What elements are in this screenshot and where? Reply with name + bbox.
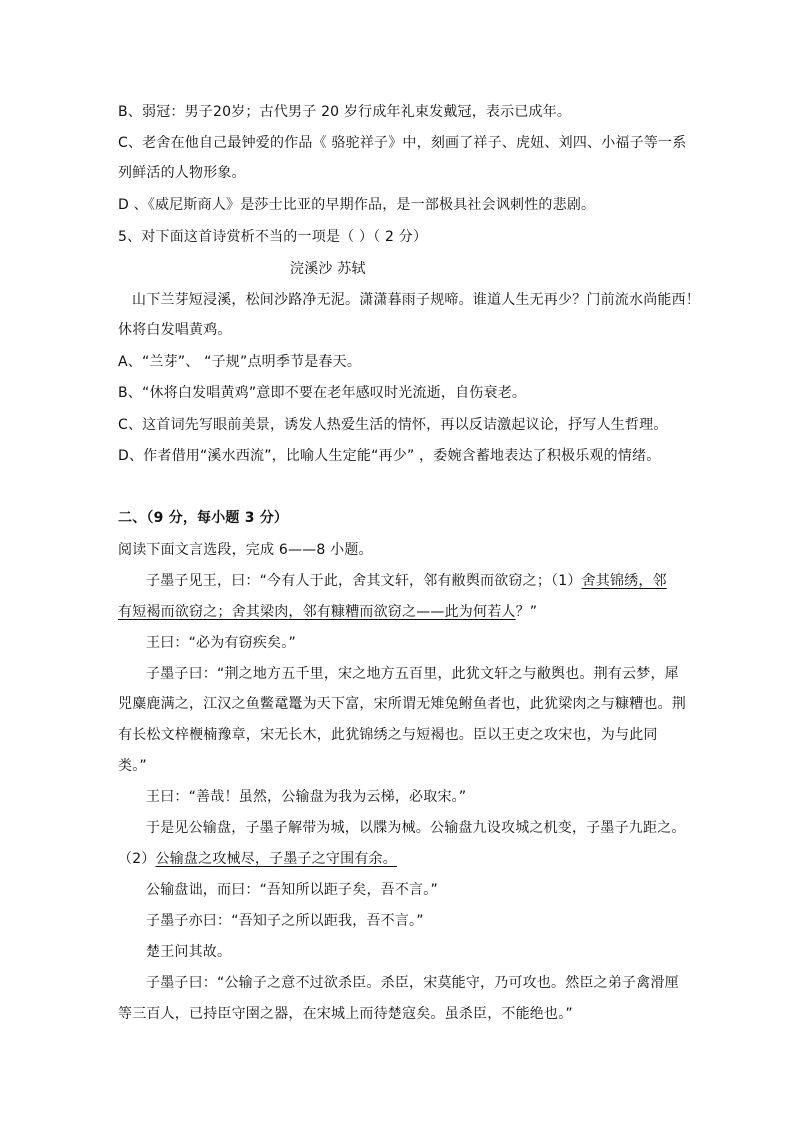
poem-line-1: 山下兰芽短浸溪，松间沙路净无泥。潇潇暮雨子规啼。谁道人生无再少？门前流水尚能西！ (132, 292, 700, 308)
underlined-sentence-1-cont: 有短褐而欲窃之；舍其梁肉，邻有糠糟而欲窃之——此为何若人 (118, 604, 516, 620)
passage-text: 子墨子见王，曰：“今有人于此，舍其文轩，邻有敝舆而欲窃之；（1） (146, 573, 582, 589)
passage-p7: 子墨子亦曰：“吾知子之所以距我，吾不言。” (146, 913, 424, 929)
option-c-line2: 列鲜活的人物形象。 (118, 165, 246, 181)
passage-p1-line1 (146, 571, 667, 591)
passage-p9-line2: 等三百人，已持臣守圉之器，在宋城上而待楚寇矣。虽杀臣，不能绝也。” (118, 1006, 573, 1022)
passage-text: ？” (515, 604, 538, 620)
passage-p3-line4: 类。” (118, 758, 147, 774)
passage-p4: 王曰：“善哉！虽然，公输盘为我为云梯，必取宋。” (146, 789, 467, 805)
passage-p1-line2 (118, 602, 537, 622)
question-5: 5、对下面这首诗赏析不当的一项是（ ）（ 2 分） (118, 229, 428, 245)
q5-option-d: D、作者借用“溪水西流”，比喻人生定能“再少” ，委婉含蓄地表达了积极乐观的情绪。 (118, 448, 661, 464)
sentence-number-2: （2） (118, 851, 156, 867)
passage-p9-line1: 子墨子曰：“公输子之意不过欲杀臣。杀臣，宋莫能守，乃可攻也。然臣之弟子禽滑厘 (146, 975, 679, 991)
passage-p8: 楚王问其故。 (146, 944, 232, 960)
q5-option-c: C、这首词先写眼前美景，诱发人热爱生活的情怀，再以反诘激起议论，抒写人生哲理。 (118, 417, 668, 433)
section-instruction: 阅读下面文言选段，完成 6——8 小题。 (118, 542, 373, 558)
option-c-line1: C、老舍在他自己最钟爱的作品《 骆驼祥子》中，刻画了祥子、虎妞、刘四、小福子等一系 (118, 135, 687, 151)
underlined-sentence-2: 公输盘之攻械尽，子墨子之守围有余。 (155, 851, 397, 867)
passage-p2: 王曰：“必为有窃疾矣。” (146, 635, 296, 651)
passage-p6: 公输盘诎，而曰：“吾知所以距子矣，吾不言。” (146, 882, 438, 898)
passage-p3-line1: 子墨子曰：“荆之地方五千里，宋之地方五百里，此犹文轩之与敝舆也。荆有云梦，犀 (146, 666, 679, 682)
section-heading: 二、（9 分，每小题 3 分） (118, 510, 289, 526)
passage-p5-line1: 于是见公输盘，子墨子解带为城，以牒为械。公输盘九设攻城之机变，子墨子九距之。 (146, 820, 686, 836)
option-d-venice: D 、《威尼斯商人》是莎士比亚的早期作品，是一部极具社会讽刺性的悲剧。 (118, 197, 596, 213)
passage-p5-line2 (118, 849, 397, 869)
option-b-ruoguan: B、弱冠：男子20岁；古代男子 20 岁行成年礼束发戴冠，表示已成年。 (118, 104, 572, 120)
passage-p3-line3: 有长松文梓楩楠豫章，宋无长木，此犹锦绣之与短褐也。臣以王吏之攻宋也，为与此同 (118, 727, 658, 743)
poem-title: 浣溪沙 苏轼 (290, 261, 366, 277)
poem-line-2: 休将白发唱黄鸡。 (118, 322, 232, 338)
q5-option-a: A、“兰芽”、 “子规”点明季节是春天。 (118, 354, 362, 370)
q5-option-b: B、“休将白发唱黄鸡”意即不要在老年感叹时光流逝，自伤衰老。 (118, 385, 527, 401)
passage-p3-line2: 兕麋鹿满之，江汉之鱼鳖鼋鼍为天下富，宋所谓无雉兔鲋鱼者也，此犹梁肉之与糠糟也。荆 (118, 696, 686, 712)
underlined-sentence-1: 舍其锦绣，邻 (581, 573, 667, 589)
